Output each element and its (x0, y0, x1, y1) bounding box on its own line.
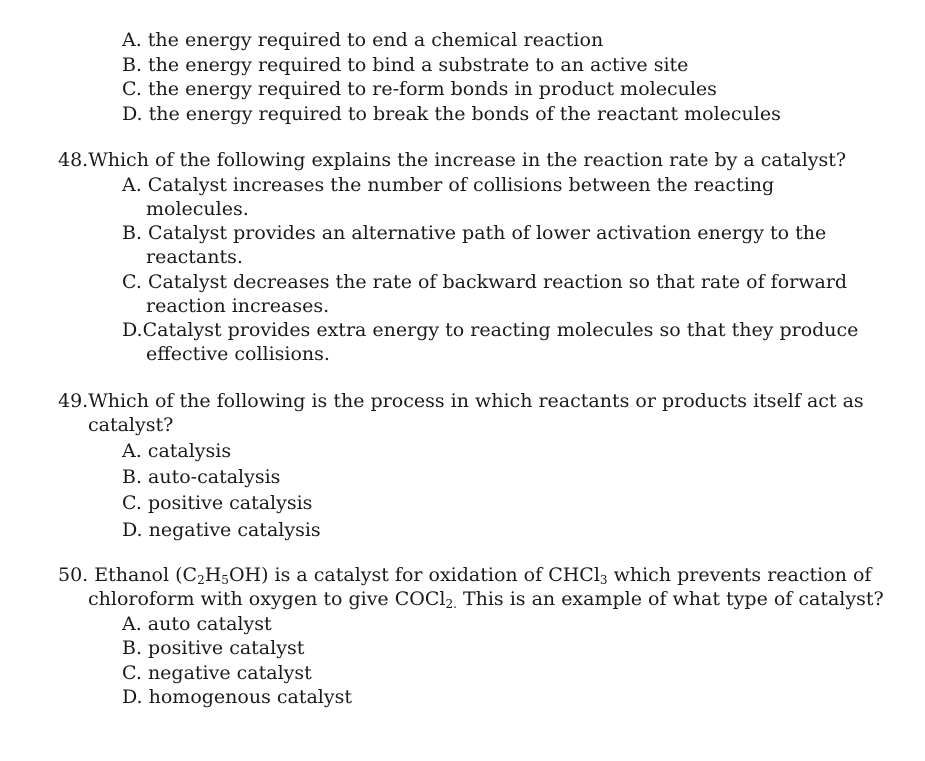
q50-option-a: A. auto catalyst (122, 613, 272, 635)
q50-stem (58, 566, 871, 585)
subscript: 2 (197, 573, 205, 587)
prev-option-d: D. the energy required to break the bonds of the reactant molecules (122, 103, 781, 125)
q48-option-b-cont: reactants. (146, 246, 243, 268)
q48-option-d-cont: effective collisions. (146, 343, 330, 365)
q48-stem: 48.Which of the following explains the increase in the reaction rate by a catalyst? (58, 149, 847, 171)
q50-option-c: C. negative catalyst (122, 662, 312, 684)
q49-option-d: D. negative catalysis (122, 519, 321, 541)
q49-stem: 49.Which of the following is the process in which reactants or products itself act as (58, 390, 864, 412)
q48-option-a-cont: molecules. (146, 198, 249, 220)
q49-option-b: B. auto-catalysis (122, 466, 281, 488)
q49-stem-cont: catalyst? (88, 414, 174, 436)
q50-stem-part: OH) is a catalyst for oxidation of CHCl (228, 564, 600, 586)
prev-option-b: B. the energy required to bind a substrate to an active site (122, 54, 689, 76)
q49-option-c: C. positive catalysis (122, 492, 313, 514)
q50-stem-part: This is an example of what type of catalyst? (456, 588, 884, 610)
q50-stem-part: which prevents reaction of (607, 564, 872, 586)
q50-stem-part: chloroform with oxygen to give COCl (88, 588, 446, 610)
q50-stem-part: H (204, 564, 222, 586)
q48-option-c: C. Catalyst decreases the rate of backward reaction so that rate of forward (122, 271, 848, 293)
q49-option-a: A. catalysis (122, 440, 232, 462)
q48-option-a: A. Catalyst increases the number of collisions between the reacting (122, 174, 775, 196)
q48-option-b: B. Catalyst provides an alternative path of lower activation energy to the (122, 222, 827, 244)
q48-option-d: D.Catalyst provides extra energy to reacting molecules so that they produce (122, 319, 859, 341)
q50-option-d: D. homogenous catalyst (122, 686, 353, 708)
subscript: 2. (445, 597, 457, 611)
subscript: 3 (599, 573, 608, 587)
q50-option-b: B. positive catalyst (122, 637, 305, 659)
q50-stem-cont (88, 590, 884, 609)
prev-option-a: A. the energy required to end a chemical reaction (122, 29, 604, 51)
q48-option-c-cont: reaction increases. (146, 295, 330, 317)
prev-option-c: C. the energy required to re-form bonds in product molecules (122, 78, 717, 100)
q50-stem-part: 50. Ethanol (C (58, 564, 198, 586)
subscript: 5 (221, 573, 229, 587)
